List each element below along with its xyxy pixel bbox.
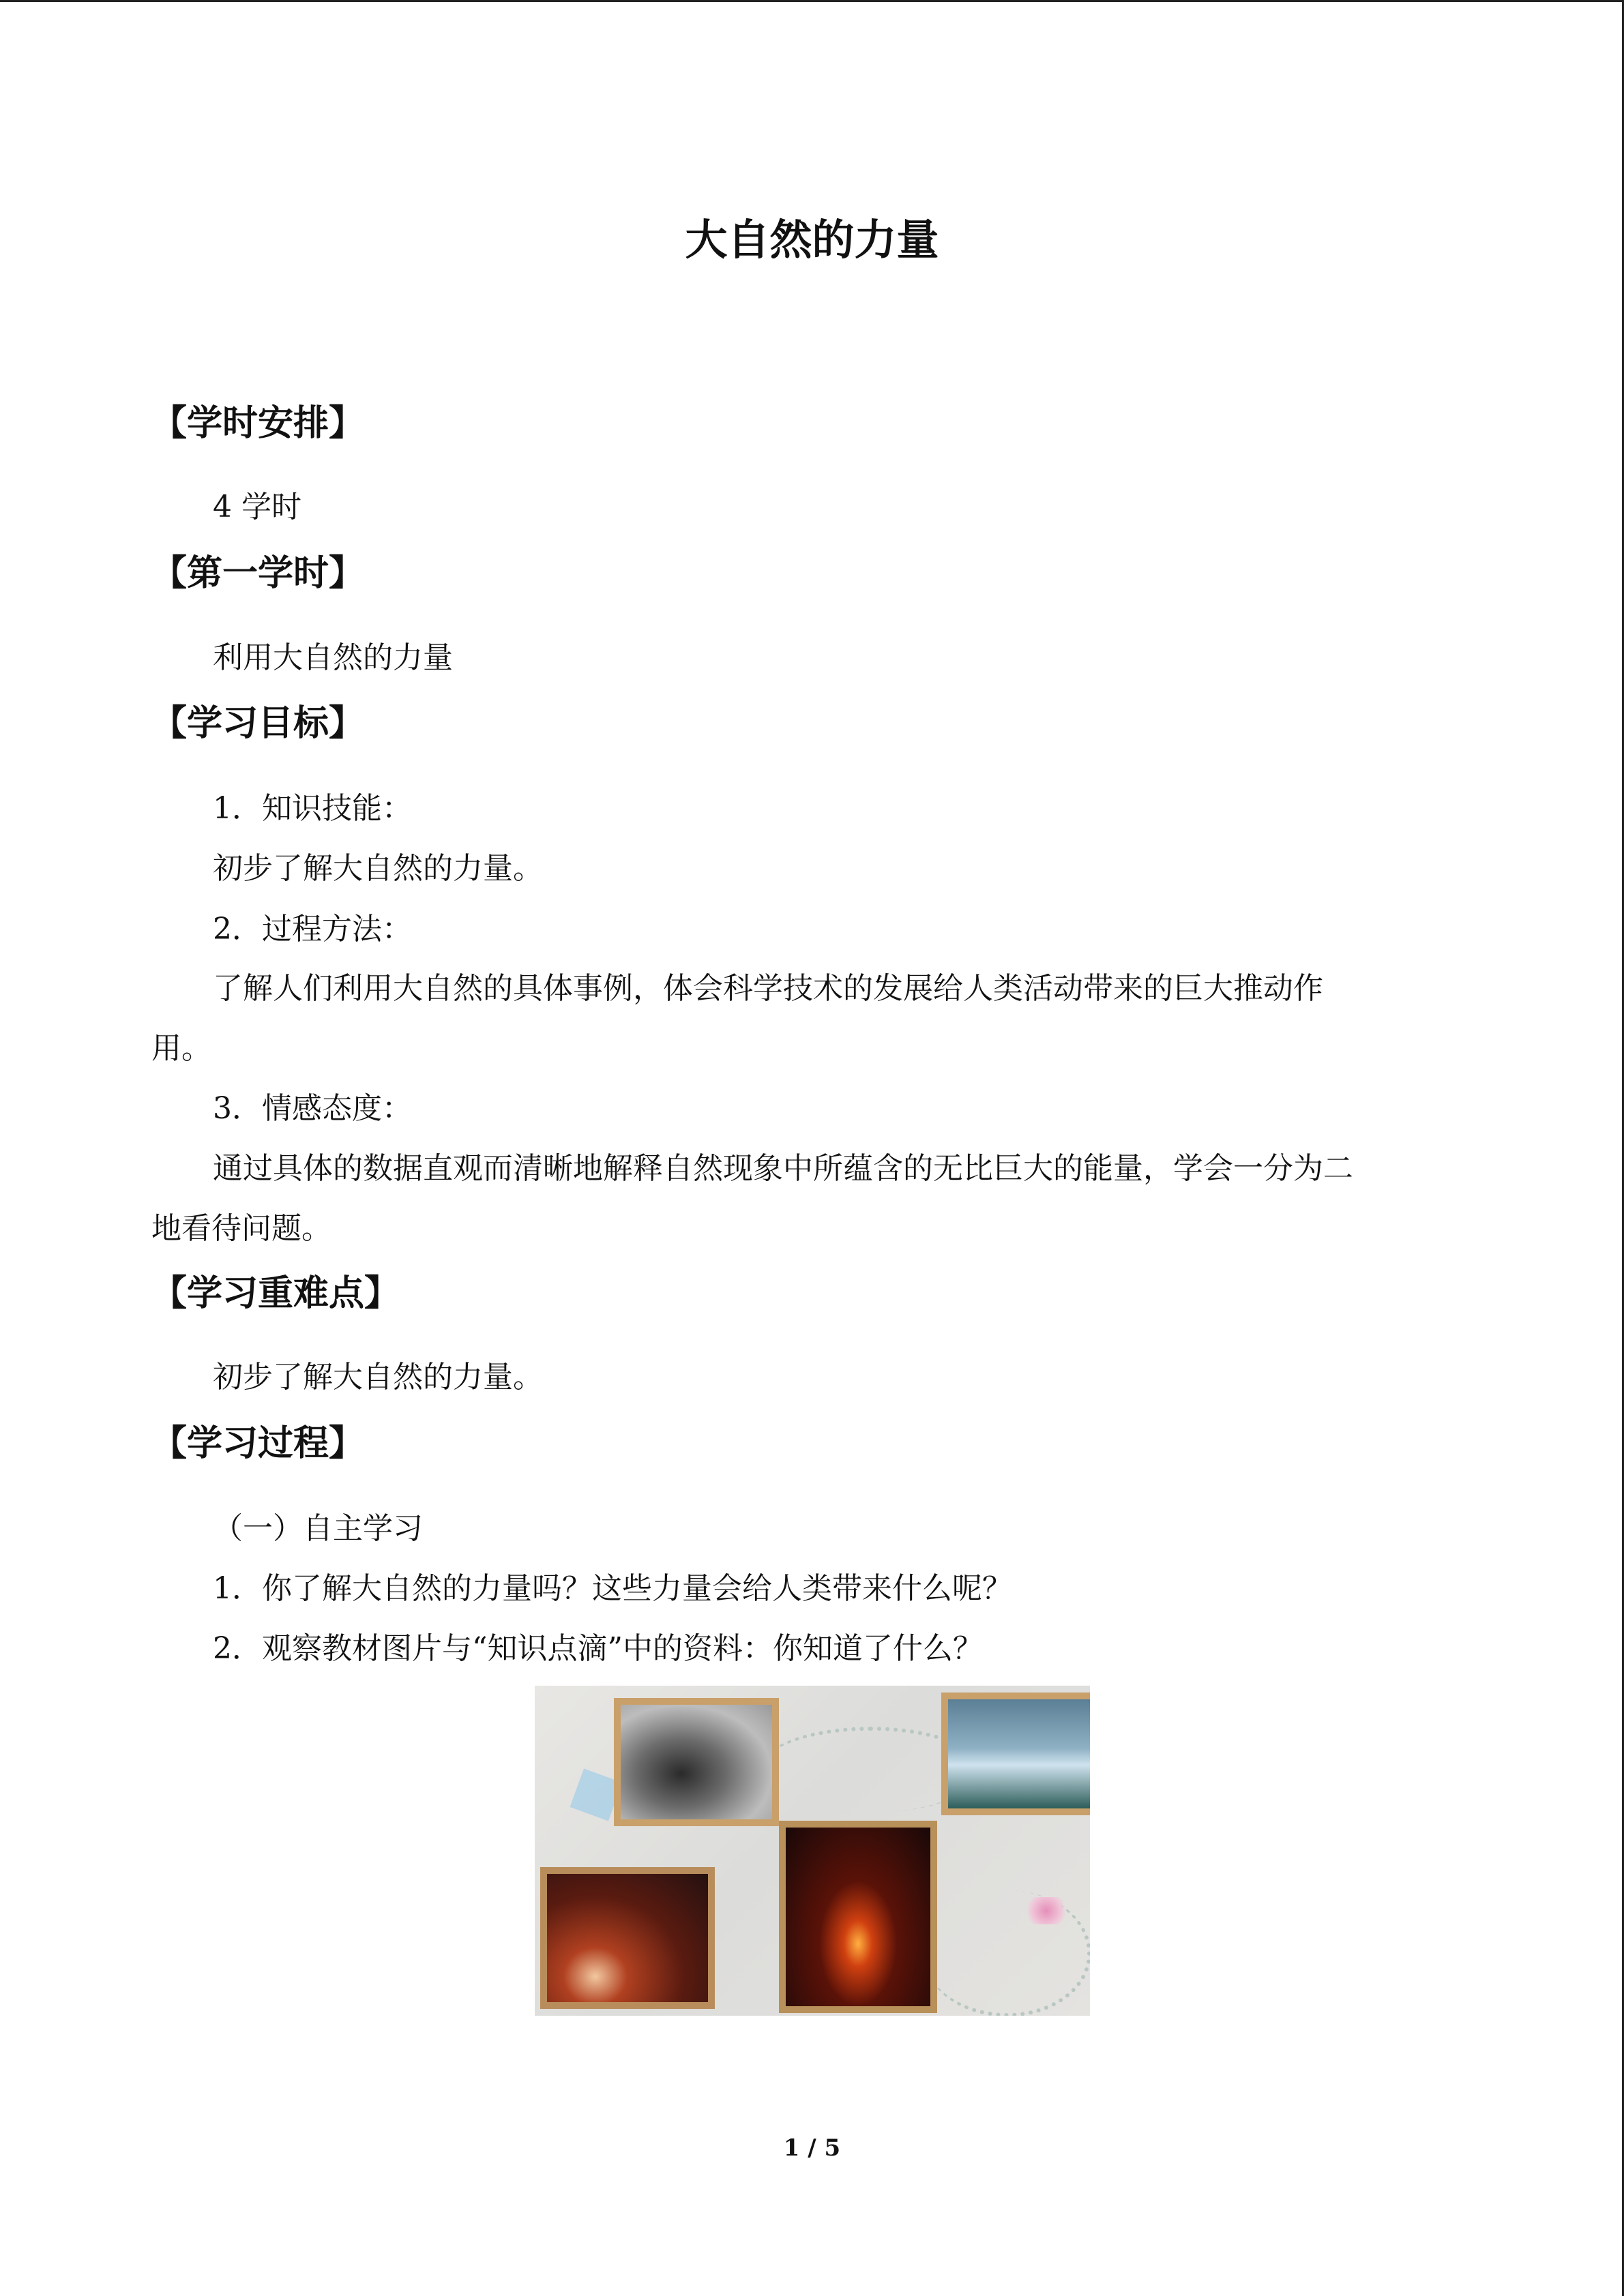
paragraph: （一）自主学习 <box>213 1511 423 1546</box>
waterspout-photo <box>941 1693 1090 1815</box>
lightning-photo <box>540 1867 715 2009</box>
section-heading-objectives: 【学习目标】 <box>151 703 365 744</box>
paragraph: 利用大自然的力量 <box>213 640 453 675</box>
paragraph: 3．情感态度： <box>213 1091 412 1126</box>
document-title: 大自然的力量 <box>685 215 939 265</box>
section-heading-first-period: 【第一学时】 <box>151 553 365 594</box>
tornado-photo <box>614 1698 779 1826</box>
paragraph: 1．你了解大自然的力量吗？这些力量会给人类带来什么呢？ <box>213 1571 1012 1606</box>
paragraph: 2．观察教材图片与“知识点滴”中的资料：你知道了什么？ <box>213 1631 983 1666</box>
paragraph: 2．过程方法： <box>213 912 412 946</box>
section-heading-key-points: 【学习重难点】 <box>151 1273 400 1314</box>
paragraph: 初步了解大自然的力量。 <box>213 1360 543 1395</box>
page-number: 1 / 5 <box>783 2134 841 2162</box>
section-heading-schedule: 【学时安排】 <box>151 403 365 444</box>
volcano-photo <box>779 1821 937 2013</box>
paragraph: 了解人们利用大自然的具体事例，体会科学技术的发展给人类活动带来的巨大推动作 <box>213 971 1323 1006</box>
paragraph: 4 学时 <box>213 490 301 524</box>
paragraph: 通过具体的数据直观而清晰地解释自然现象中所蕴含的无比巨大的能量，学会一分为二 <box>213 1151 1353 1186</box>
paragraph: 1．知识技能： <box>213 791 412 826</box>
paragraph: 初步了解大自然的力量。 <box>213 851 543 886</box>
paragraph: 地看待问题。 <box>151 1211 331 1246</box>
section-heading-process: 【学习过程】 <box>151 1423 365 1464</box>
natural-phenomena-figure <box>535 1686 1090 2016</box>
decorative-blot <box>1026 1897 1067 1924</box>
paragraph: 用。 <box>151 1031 211 1066</box>
page-border-top <box>0 0 1624 2</box>
